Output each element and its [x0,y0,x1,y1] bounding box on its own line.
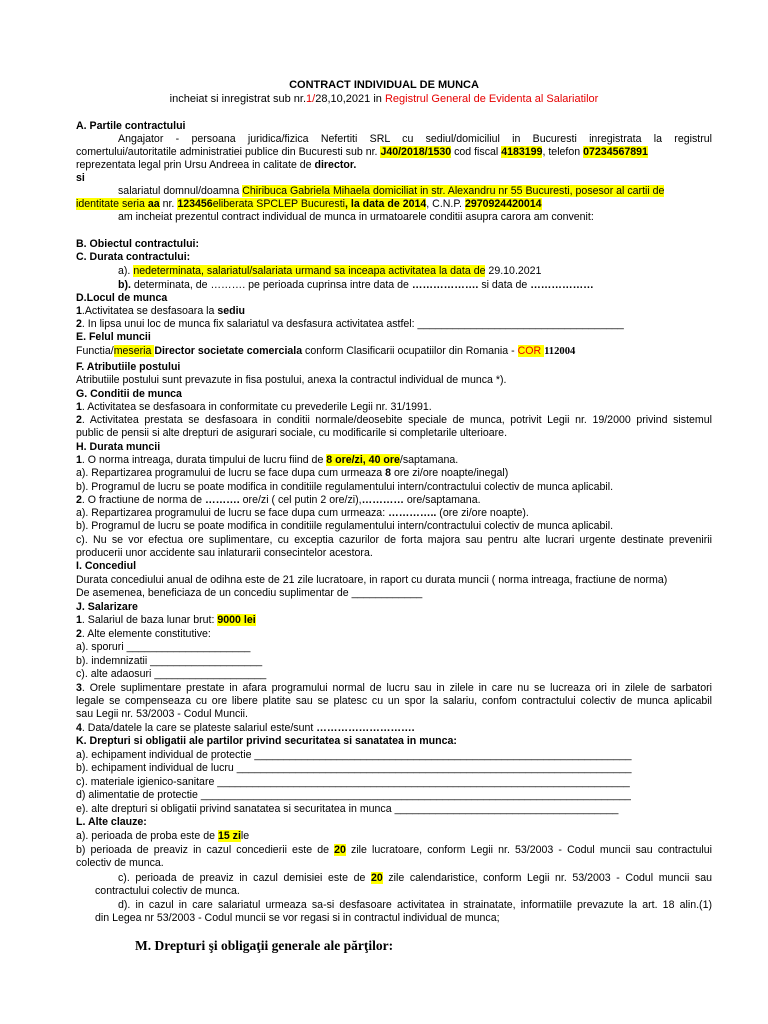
section-e-heading: E. Felul muncii [76,331,151,343]
g-line-3: public de pensii si alte drepturi de asigurari sociale, cu modificarile si completarile ulterioare. [76,427,508,439]
i-line-1: Durata concediului anual de odihna este de 21 zile lucratoare, in raport cu durata muncii ( norma intreaga, fractiune de norma) [76,574,668,586]
l-line-d-cont: din Legea nr 53/2003 - Codul muncii se vor regasi si in contractul individual de munca; [95,912,500,924]
section-h-heading: H. Durata muncii [76,441,161,453]
j-line-9: 4. Data/datele la care se plateste salariul este/sunt ………………………. [76,722,415,734]
g-line-2: 2. Activitatea prestata se desfasoara in conditii normale/deosebite speciale de munca, potrivit Legii nr. 19/2000 privind sistemul [76,414,712,426]
i-line-2: De asemenea, beneficiaza de un concediu suplimentar de ____________ [76,587,423,599]
section-c-heading: C. Durata contractului: [76,251,191,263]
h-line-8: producerii unor accidente sau inlaturarii consecintelor acestora. [76,547,373,559]
k-line-d: d) alimentatie de protectie _________________________________________________________________________ [76,789,631,801]
j-line-7: legale se compenseaza cu ore libere platite sau se platesc cu un spor la salariu, confom contractului colectiv de munca aplicabil [76,695,712,707]
section-k-heading: K. Drepturi si obligatii ale partilor privind securitatea si sanatatea in munca: [76,735,457,747]
j-line-8: sau Legii nr. 53/2003 - Codul Muncii. [76,708,248,720]
h-line-4: 2. O fractiune de norma de ………. ore/zi ( cel putin 2 ore/zi),………… ore/saptamana. [76,494,481,506]
l-line-a: a). perioada de proba este de 15 zile [76,830,250,842]
k-line-e: e). alte drepturi si obligatii privind sanatatea si securitatea in munca ______________________________________ [76,803,619,815]
a-line-4: salariatul domnul/doamna Chiribuca Gabriela Mihaela domiciliat in str. Alexandru nr 55 Bucuresti, posesor al cartii de [118,185,665,197]
h-line-1: 1. O norma intreaga, durata timpului de lucru fiind de 8 ore/zi, 40 ore/saptamana. [76,454,459,466]
section-l-heading: L. Alte clauze: [76,816,147,828]
c-line-b: b). determinata, de ………. pe perioada cuprinsa intre data de ………………. si data de ……………… [118,279,594,291]
a-line-5: identitate seria aa nr. 123456eliberata SPCLEP Bucuresti, la data de 2014, C.N.P. 2970924420014 [76,198,542,210]
d-line-2: 2. In lipsa unui loc de munca fix salariatul va desfasura activitatea astfel: ___________________________________ [76,318,624,330]
g-line-1: 1. Activitatea se desfasoara in conformitate cu prevederile Legii nr. 31/1991. [76,401,432,413]
c-line-a: a). nedeterminata, salariatul/salariata urmand sa inceapa activitatea la data de 29.10.2021 [118,265,542,277]
document-subtitle: incheiat si inregistrat sub nr.1/28,10,2021 in Registrul General de Evidenta al Salariatilor [169,93,599,105]
section-b-heading: B. Obiectul contractului: [76,238,200,250]
section-a-heading: A. Partile contractului [76,120,186,132]
h-line-5: a). Repartizarea programului de lucru se face dupa cum urmeaza: ………….. (ore zi/ore noapte). [76,507,529,519]
section-j-heading: J. Salarizare [76,601,138,613]
a-line-6: am incheiat prezentul contract individual de munca in urmatoarele conditii asupra carora am convenit: [118,211,594,223]
j-line-2: 2. Alte elemente constitutive: [76,628,211,640]
l-line-b-cont: colectiv de munca. [76,857,164,869]
k-line-a: a). echipament individual de protectie ________________________________________________________________ [76,749,632,761]
a-line-2: comertului/autoritatile administratiei publice din Bucuresti sub nr. J40/2018/1530 cod fiscal 4183199, telefon 07234567891 [76,146,648,158]
k-line-b: b). echipament individual de lucru ___________________________________________________________________ [76,762,632,774]
j-line-4: b). indemnizatii ___________________ [76,655,263,667]
a-line-3: reprezentata legal prin Ursu Andreea in calitate de director. [76,159,357,171]
a-si: si [76,172,85,184]
d-line-1: 1.Activitatea se desfasoara la sediu [76,305,246,317]
section-g-heading: G. Conditii de munca [76,388,182,400]
j-line-1: 1. Salariul de baza lunar brut: 9000 lei [76,614,256,626]
j-line-3: a). sporuri _____________________ [76,641,251,653]
h-line-7: c). Nu se vor efectua ore suplimentare, cu exceptia cazurilor de forta majora sau pentru alte lucrari urgente destinate prevenirii [76,534,712,546]
section-i-heading: I. Concediul [76,560,137,572]
f-line-1: Atributiile postului sunt prevazute in fisa postului, anexa la contractul individual de munca *). [76,374,507,386]
k-line-c: c). materiale igienico-sanitare ______________________________________________________________________ [76,776,630,788]
j-line-6: 3. Orele suplimentare prestate in afara programului normal de lucru sau in zilele in care nu se lucreaza ori in zilele de sarbatori [76,682,712,694]
e-line-1: Functia/meseria Director societate comerciala conform Clasificarii ocupatiilor din Romania - COR 112004 [76,345,576,357]
l-line-c-cont: contractului colectiv de munca. [95,885,240,897]
h-line-3: b). Programul de lucru se poate modifica in conditiile regulamentului intern/contractului colectiv de munca aplicabil. [76,481,614,493]
section-m-heading: M. Drepturi şi obligaţii generale ale părţilor: [135,938,394,953]
h-line-6: b). Programul de lucru se poate modifica in conditiile regulamentului intern/contractului colectiv de munca aplicabil. [76,520,614,532]
l-line-b: b) perioada de preaviz in cazul concedierii este de 20 zile lucratoare, conform Legii nr. 53/2003 - Codul muncii sau contractului [76,844,712,856]
section-d-heading: D.Locul de munca [76,292,168,304]
document-title: CONTRACT INDIVIDUAL DE MUNCA [289,79,479,91]
h-line-2: a). Repartizarea programului de lucru se face dupa cum urmeaza 8 ore zi/ore noapte/inegal) [76,467,509,479]
a-line-1: Angajator - persoana juridica/fizica Nefertiti SRL cu sediul/domiciliul in Bucuresti inregistrata la registrul [118,133,712,145]
j-line-5: c). alte adaosuri ___________________ [76,668,267,680]
l-line-c: c). perioada de preaviz in cazul demisiei este de 20 zile calendaristice, conform Legii nr. 53/2003 - Codul muncii sau [118,872,712,884]
l-line-d: d). in cazul in care salariatul urmeaza sa-si desfasoare activitatea in strainatate, informatiile prevazute la art. 18 alin.(1) [118,899,712,911]
section-f-heading: F. Atributiile postului [76,361,181,373]
